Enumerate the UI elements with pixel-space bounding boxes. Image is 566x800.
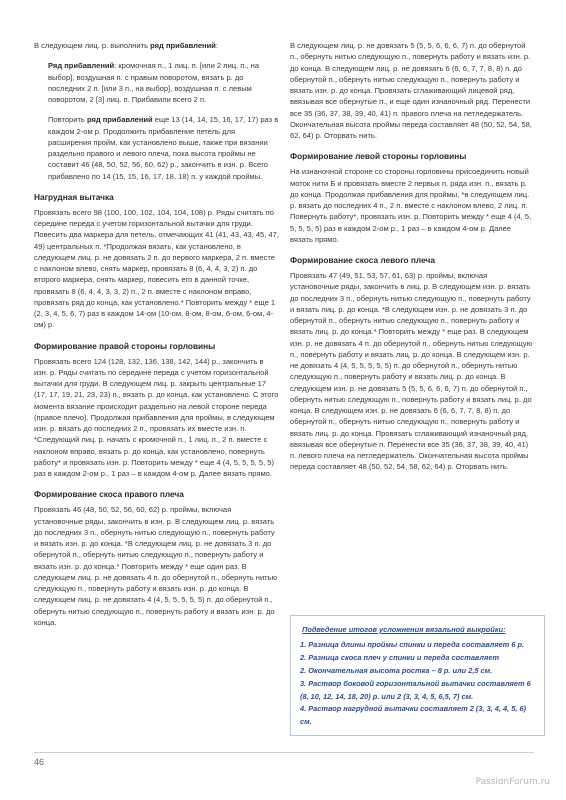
section-heading: Формирование скоса правого плеча [34,489,184,500]
paragraph [34,40,279,51]
text: : кромочная п., 1 лиц. п. [или 2 лиц. п., на выбор], воздушная п. с правым поворотом, вязать р. до последних 2 п. [или 3 п., на выбор], воздушная п. с левым поворотом, 2 [3] лиц. п. Прибавили всего 2 п. [48,61,260,104]
paragraph: Провязать 47 (49, 51, 53, 57, 61, 63) р. проймы, включая установочные ряды, закончить в лиц. р. В следующем изн. р. вязать до последних 3 п., обернуть нитью следующую п., повернуть работу и вязать лиц. р. до конца. *В следующем изн. р. не довязать 3 п. до обернутой п., обернуть нитью следующую п., повернуть работу и вязать лиц. р. до конца.* Повторить между * еще раз. В следующем изн. р. не довязать 4 п. до обернутой п., обернуть нитью следующую п., повернуть работу и вязать лиц. р. до конца. В следующем изн. р. не довязать 4 (4, 5, 5, 5, 5, 5) п. до обернутой п., обернуть нитью следующую п., повернуть работу и вязать лиц. р. до конца. В следующем изн. р. не довязать 5 (5, 5, 6, 6, 6, 7) п. до обернутой п., обернуть нитью следующую п., повернуть работу и вязать лиц. р. до конца. В следующем изн. р. не довязать 6 (6, 6, 7, 7, 8, 8) п. до обернутой п., обернуть нитью следующую п., повернуть работу и вязать лиц. р. до конца. Провязать сглаживающий изнаночный ряд, ввязывая все обернутые п. Перенести все 35 (36, 37, 38, 39, 40, 41) п. левого плеча на петледержатель. Окончательная высота проймы переда составляет 48 (50, 52, 54, 58, 62, 64) р. Оторвать нить. [290,271,533,472]
summary-item: 1. Разница длины проймы спинки и переда составляет 6 р. [300,639,525,649]
summary-item: 2. Разница скоса плеч у спинки и переда составляет [300,652,500,662]
bold-term: Ряд прибавлений [48,61,115,71]
section-heading: Нагрудная вытачка [34,191,114,202]
footer-divider [34,752,534,753]
text: еще 13 (14, 14, 15, 16, 17, 17) раз в каждом 2-ом р. Продолжить прибавление петель для расширения пройм, как установлено выше, также при вязании раздельно правого и левого плеча, пока высота проймы не составит 46 (48, 50, 52, 56, 60, 62) р., закончить в изн. р. Всего прибавлено по 14 (15, 15, 16, 17, 18, 18) п. у каждой проймы. [48,115,279,181]
watermark: PassionForum.ru [475,777,550,787]
paragraph: Провязать всего 124 (128, 132, 136, 138, 142, 144) р., закончить в изн. р. Ряды считать по середине переда с учетом горизонтальной вытачки для груди. В следующем лиц. р. закрыть центральные 17 (17, 17, 19, 21, 23, 23) п., вязать р. до конца, как установлено. С этого момента вязание происходит раздельно на левой стороне переда (правое плечо). Продолжая прибавления для проймы, в следующем изн. р. вязать до последних 2 п., провязать их вместе изн. п. *Следующий лиц. р. начать с кромочной п., 1 лиц. п., 2 п. вместе с наклоном вправо, вязать р. до конца, как установлено, повернуть работу* и провязать изн. р. Повторить между * еще 4 (4, 5, 5, 5, 5, 5) раз в каждом 2-ом р., 1 раз – в каждом 4-ом р. Далее вязать прямо. [34,356,279,478]
paragraph: В следующем лиц. р. не довязать 5 (5, 5, 6, 6, 6, 7) п. до обернутой п., обернуть нитью следующую п., повернуть работу и вязать изн. р. до конца. В следующем лиц. р. не довязать 6 (6, 6, 7, 7, 8, 8) п. до обернутой п., обернуть нитью следующую п., повернуть работу и вязать изн. р. до конца. Провязать сглаживающий лицевой ряд, ввязывая все обернутые п., и еще один изнаночный ряд. Перенести все 35 (36, 37, 38, 39, 40, 41) п. правого плеча на петледержатель. Окончательная высота проймы переда составляет 48 (50, 52, 54, 58, 62, 64) р. Оторвать нить. [290,41,532,140]
section-heading: Формирование левой стороны горловины [290,151,467,162]
summary-item: 3. Раствор боковой горизонтальной вытачки составляет 6 (8, 10, 12, 14, 18, 20) р. или 2 (3, 3, 4, 5, 6,5, 7) см. [300,678,531,701]
text: Повторить [48,115,87,125]
text: В следующем лиц. р. выполнить [34,41,151,50]
paragraph [34,114,279,182]
summary-item: 4. Раствор нагрудной вытачки составляет 2 (3, 3, 4, 4, 5, 6) см. [300,704,527,727]
paragraph: Провязать всего 98 (100, 100, 102, 104, 104, 108) р. Ряды считать по середине переда с учетом горизонтальной вытачки для груди. Повесить два маркера для петель, отмечающих 41 (41, 43, 43, 45, 47, 49) центральных п. *Продолжая вязать, как установлено, в следующем лиц. р. не довязать 2 п. до первого маркера, 2 п. вместе с наклоном влево, снять маркер, провязать 8 (6, 4, 4, 3, 2) п. до второго маркера, снять маркер, повесить его в данной точке, провязать 8 (6, 4, 4, 3, 3, 2) п., 2 п. вместе с наклоном вправо, провязать ряд до конца, как установлено.* Повторить между * еще 1 (2, 3, 4, 5, 6, 7) раз в каждом 14-ом (10-ом, 8-ом, 8-ом, 6-ом, 6-ом, 4-ом) р. [34,207,279,330]
summary-box [290,615,545,736]
page-number: 46 [34,757,45,767]
text: : [215,41,218,50]
summary-title: Подведение итогов усложнения вязальной выкройки: [302,625,506,634]
section-heading: Формирование правой стороны горловины [34,340,216,351]
paragraph: На изнаночной стороне со стороны горловины присоединить новый моток нити Б и провязать вместе 2 первых п. ряда изн. п., вязать р. до конца. Продолжая прибавления для проймы, *в следующем лиц. р. вязать до последних 4 п., 2 п. вместе с наклоном влево, 2 лиц. п. Повернуть работу*, провязать изн. р. Повторить между * еще 4 (4, 5, 5, 5, 5, 5) раз в каждом 2-ом р., 1 раз – в каждом 4-ом р. Далее вязать прямо. [290,167,532,244]
right-column [290,40,535,473]
increase-row-definition [34,60,279,105]
section-heading: Формирование скоса левого плеча [290,255,435,265]
left-column [34,40,279,628]
bold-term: ряд прибавлений [150,41,216,50]
bold-term: ряд прибавлений [86,115,153,125]
summary-item: 2. Окончательная высота ростка – 8 р. или 2,5 см. [300,665,493,675]
paragraph: Провязать 46 (48, 50, 52, 56, 60, 62) р. проймы, включая установочные ряды, закончить в изн. р. В следующем лиц. р. вязать до последних 3 п., обернуть нитью следующую п., повернуть работу и вязать изн. р. до конца. *В следующем лиц. р. не довязать 3 п. до обернутой п., обернуть нитью следующую п., повернуть работу и вязать изн. р. до конца.* Повторить между * еще один раз. В следующем лиц. р. не довязать 4 п. до обернутой п., обернуть нитью следующую п., повернуть работу и вязать изн. р. до конца. В следующем лиц. р. не довязать 4 (4, 5, 5, 5, 5, 5) п. до обернутой п., обернуть нитью следующую п., повернуть работу и вязать изн. р. до конца. [34,505,278,627]
